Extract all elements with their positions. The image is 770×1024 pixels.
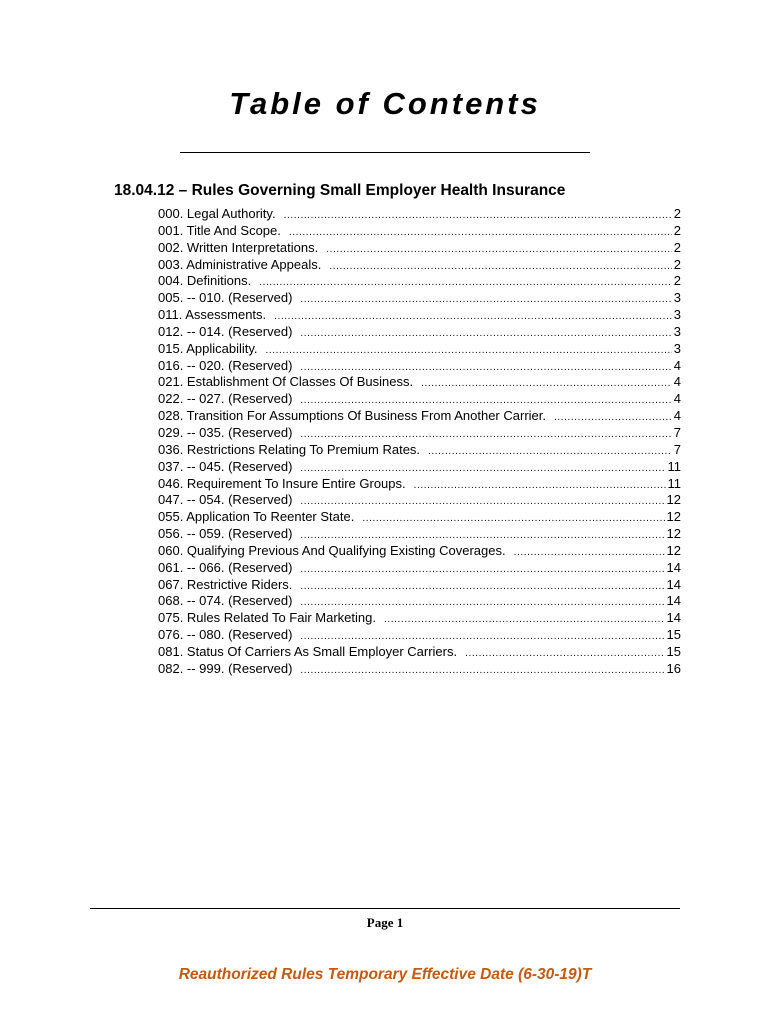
toc-dot-leader: [300, 326, 671, 343]
toc-entry-page: 3: [673, 340, 681, 356]
toc-entry-page: 11: [667, 475, 681, 491]
toc-entry-page: 4: [673, 391, 681, 407]
toc-entry-page: 11: [667, 458, 681, 474]
toc-entry-page: 2: [673, 239, 681, 255]
toc-entry[interactable]: [158, 543, 681, 560]
toc-dot-leader: [300, 292, 671, 309]
toc-entry-label: 076. -- 080. (Reserved): [158, 627, 293, 643]
toc-entry[interactable]: [158, 661, 681, 678]
toc-dot-leader: [289, 225, 672, 242]
toc-entry-page: 4: [673, 357, 681, 373]
toc-dot-leader: [300, 579, 664, 596]
toc-dot-leader: [300, 562, 664, 579]
toc-dot-leader: [329, 259, 671, 276]
toc-entry-page: 4: [673, 408, 681, 424]
section-heading: 18.04.12 – Rules Governing Small Employer Health Insurance: [114, 182, 566, 199]
toc-list: [158, 206, 681, 678]
toc-entry-label: 022. -- 027. (Reserved): [158, 391, 293, 407]
toc-entry[interactable]: [158, 509, 681, 526]
toc-dot-leader: [362, 511, 664, 528]
toc-entry[interactable]: [158, 257, 681, 274]
toc-entry-label: 028. Transition For Assumptions Of Business From Another Carrier.: [158, 408, 546, 424]
toc-entry[interactable]: [158, 644, 681, 661]
toc-entry[interactable]: [158, 627, 681, 644]
toc-entry-page: 14: [666, 593, 681, 609]
toc-dot-leader: [428, 444, 672, 461]
toc-entry[interactable]: [158, 459, 681, 476]
toc-entry-label: 036. Restrictions Relating To Premium Rates.: [158, 441, 421, 457]
toc-dot-leader: [284, 208, 672, 225]
toc-entry-page: 12: [666, 492, 681, 508]
toc-entry-label: 015. Applicability.: [158, 340, 258, 356]
toc-entry-page: 3: [673, 290, 681, 306]
toc-entry[interactable]: [158, 408, 681, 425]
toc-dot-leader: [414, 478, 666, 495]
toc-entry[interactable]: [158, 476, 681, 493]
toc-entry-label: 082. -- 999. (Reserved): [158, 660, 293, 676]
toc-dot-leader: [326, 242, 672, 259]
toc-entry-label: 047. -- 054. (Reserved): [158, 492, 293, 508]
toc-entry[interactable]: [158, 324, 681, 341]
toc-entry-label: 002. Written Interpretations.: [158, 239, 319, 255]
toc-dot-leader: [384, 612, 665, 629]
toc-entry-label: 061. -- 066. (Reserved): [158, 559, 293, 575]
toc-entry-label: 029. -- 035. (Reserved): [158, 424, 293, 440]
toc-entry-label: 016. -- 020. (Reserved): [158, 357, 293, 373]
toc-entry[interactable]: [158, 358, 681, 375]
toc-entry-label: 012. -- 014. (Reserved): [158, 323, 293, 339]
toc-entry-label: 011. Assessments.: [158, 307, 267, 323]
toc-entry[interactable]: [158, 593, 681, 610]
toc-dot-leader: [421, 376, 672, 393]
toc-entry[interactable]: [158, 442, 681, 459]
toc-entry-label: 056. -- 059. (Reserved): [158, 526, 293, 542]
page-number: Page 1: [366, 915, 404, 930]
toc-entry-label: 081. Status Of Carriers As Small Employer Carriers.: [158, 643, 458, 659]
toc-entry[interactable]: [158, 307, 681, 324]
toc-entry-label: 055. Application To Reenter State.: [158, 509, 355, 525]
toc-entry-page: 12: [666, 526, 681, 542]
toc-dot-leader: [274, 309, 672, 326]
toc-entry-label: 005. -- 010. (Reserved): [158, 290, 293, 306]
footer-note: Reauthorized Rules Temporary Effective Date (6-30-19)T: [178, 966, 592, 983]
toc-dot-leader: [300, 663, 664, 680]
toc-entry[interactable]: [158, 526, 681, 543]
toc-entry-page: 15: [666, 627, 681, 643]
toc-entry-label: 000. Legal Authority.: [158, 206, 276, 221]
toc-entry[interactable]: [158, 240, 681, 257]
toc-entry-page: 2: [673, 273, 681, 289]
toc-entry[interactable]: [158, 374, 681, 391]
toc-entry-label: 068. -- 074. (Reserved): [158, 593, 293, 609]
toc-entry[interactable]: [158, 560, 681, 577]
page-title: Table of Contents: [229, 86, 541, 121]
toc-dot-leader: [266, 343, 672, 360]
title-divider: [180, 152, 590, 153]
toc-entry-page: 3: [673, 323, 681, 339]
footer-divider: [90, 908, 680, 909]
toc-entry-label: 001. Title And Scope.: [158, 222, 281, 238]
toc-entry-label: 004. Definitions.: [158, 273, 252, 289]
toc-entry-page: 2: [673, 222, 681, 238]
toc-entry-label: 003. Administrative Appeals.: [158, 256, 322, 272]
toc-dot-leader: [465, 646, 664, 663]
toc-entry[interactable]: [158, 341, 681, 358]
toc-entry[interactable]: [158, 577, 681, 594]
toc-entry[interactable]: [158, 610, 681, 627]
toc-entry-label: 060. Qualifying Previous And Qualifying Existing Coverages.: [158, 542, 506, 558]
toc-entry[interactable]: [158, 391, 681, 408]
toc-entry[interactable]: [158, 290, 681, 307]
toc-entry-page: 2: [673, 256, 681, 272]
toc-entry-label: 037. -- 045. (Reserved): [158, 458, 293, 474]
toc-entry-page: 12: [666, 509, 681, 525]
toc-entry-page: 12: [666, 542, 681, 558]
toc-entry-label: 021. Establishment Of Classes Of Business.: [158, 374, 414, 390]
toc-entry-page: 7: [673, 441, 681, 457]
toc-dot-leader: [514, 545, 665, 562]
toc-entry-page: 7: [673, 424, 681, 440]
toc-entry-page: 15: [666, 643, 681, 659]
toc-entry-label: 075. Rules Related To Fair Marketing.: [158, 610, 376, 626]
toc-entry-page: 14: [666, 576, 681, 592]
toc-entry-page: 3: [673, 307, 681, 323]
toc-entry-label: 046. Requirement To Insure Entire Groups.: [158, 475, 406, 491]
toc-entry-page: 2: [673, 206, 681, 221]
toc-entry-label: 067. Restrictive Riders.: [158, 576, 293, 592]
toc-dot-leader: [554, 410, 672, 427]
toc-entry-page: 16: [666, 660, 681, 676]
toc-entry[interactable]: [158, 206, 681, 223]
toc-entry-page: 14: [666, 559, 681, 575]
toc-entry-page: 4: [673, 374, 681, 390]
toc-entry[interactable]: [158, 223, 681, 240]
toc-entry[interactable]: [158, 273, 681, 290]
toc-dot-leader: [259, 275, 672, 292]
toc-entry[interactable]: [158, 492, 681, 509]
toc-entry-page: 14: [666, 610, 681, 626]
toc-entry[interactable]: [158, 425, 681, 442]
